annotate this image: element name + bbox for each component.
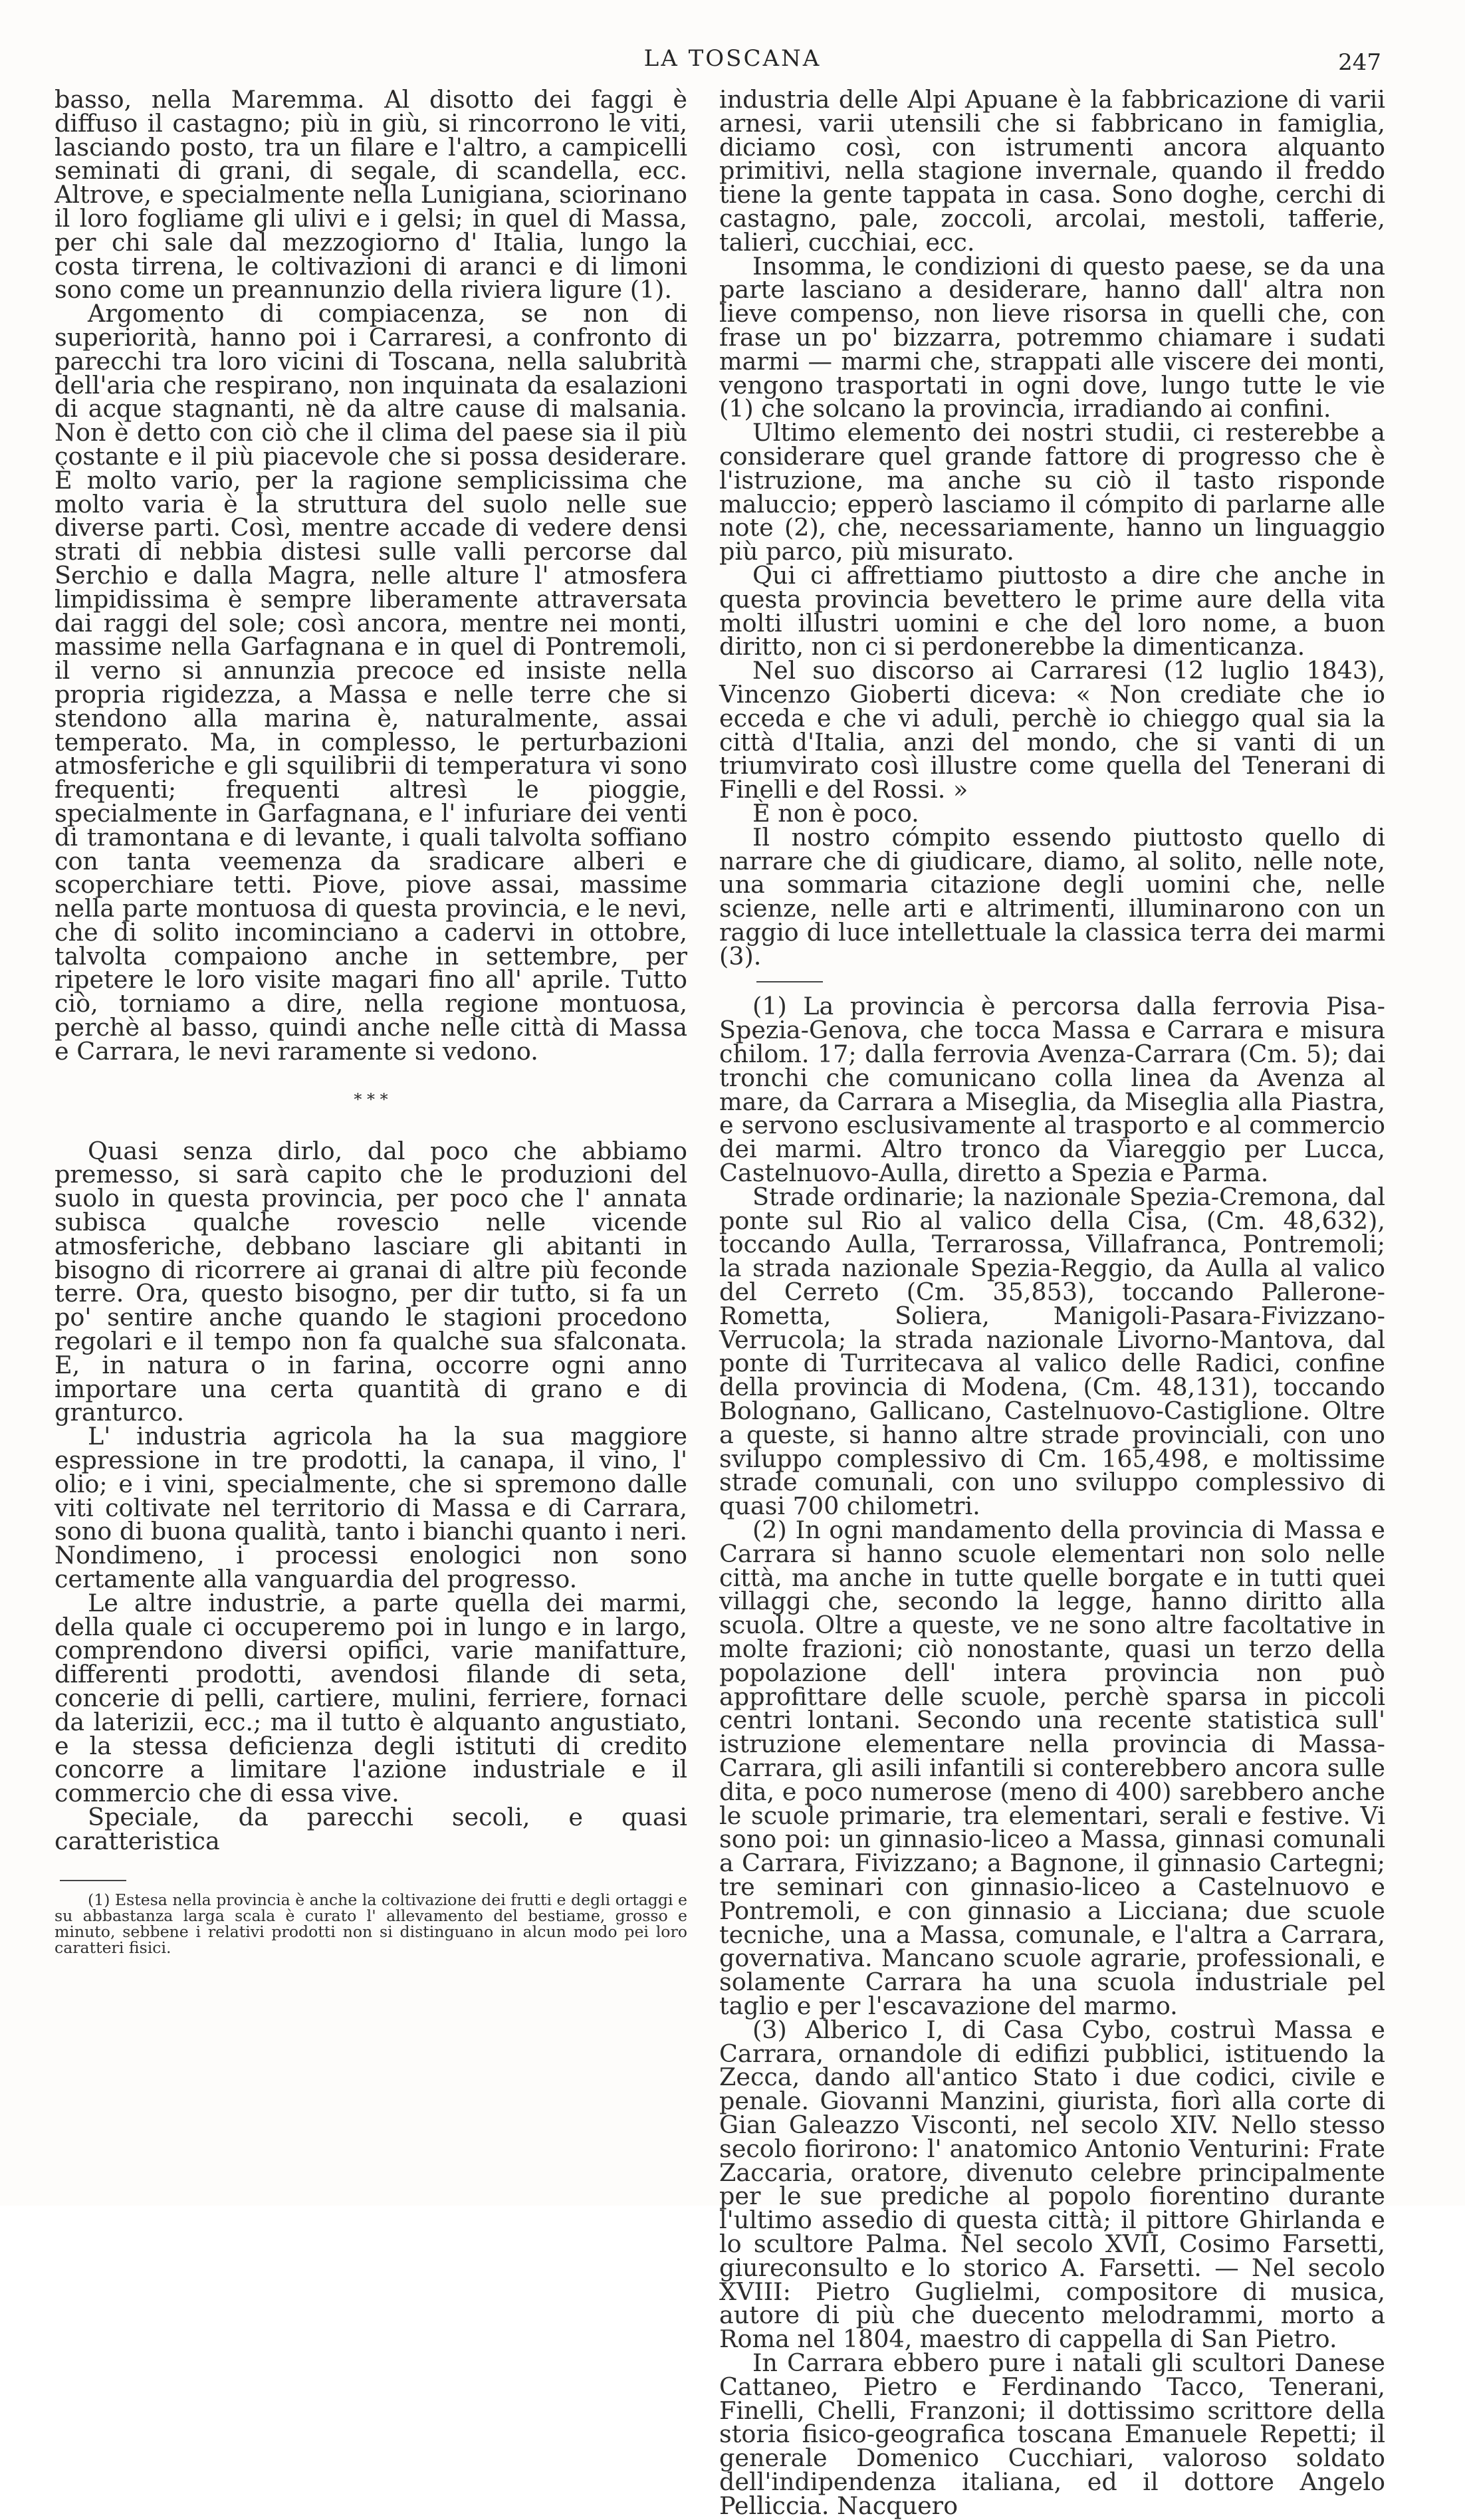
footnote: In Carrara ebbero pure i natali gli scultori Danese Cattaneo, Pietro e Ferdinando Tacco, Tenerani, Finelli, Chelli, Franzoni; il dottissimo scrittore della storia fisico-geografica toscana Emanuele Repetti; il generale Domenico Cucchiari, valoroso soldato dell'indipendenza italiana, ed il dottore Angelo Pelliccia. Nacquero	[719, 2348, 1385, 2520]
body-paragraph: Quasi senza dirlo, dal poco che abbiamo premesso, si sarà capito che le produzioni del suolo in questa provincia, per poco che l' annata subisca qualche rovescio nelle vicende atmosferiche, debbano lasciare gli abitanti in bisogno di ricorrere ai granai di altre più feconde terre. Ora, questo bisogno, per dir tutto, si fa un po' sentire anche quando le stagioni procedono regolari e il tempo non fa qualche sua sfalconata. E, in natura o in farina, occorre ogni anno importare una certa quantità di grano e di granturco.	[55, 1136, 687, 1427]
body-paragraph: Le altre industrie, a parte quella dei marmi, della quale ci occuperemo poi in lungo e in largo, comprendono diversi opifici, varie manifatture, differenti prodotti, avendosi filande di seta, concerie di pelli, cartiere, mulini, ferriere, fornaci da laterizii, ecc.; ma il tutto è alquanto angustiato, e la stessa deficienza degli istituti di credito concorre a limitare l'azione industriale e il commercio che di essa vive.	[55, 1588, 687, 1808]
right-column	[719, 85, 1385, 2520]
body-paragraph: Il nostro cómpito essendo piuttosto quello di narrare che di giudicare, diamo, al solito, nelle note, una sommaria citazione degli uomini che, nelle scienze, nelle arti e altrimenti, illuminarono con un raggio di luce intellettuale la classica terra dei marmi (3).	[719, 822, 1385, 971]
page-number: 247	[1338, 49, 1381, 76]
footnote-rule	[756, 981, 823, 982]
footnote: (2) In ogni mandamento della provincia di Massa e Carrara si hanno scuole elementari non solo nelle città, ma anche in tutte quelle borgate e in tutti quei villaggi che, secondo la legge, hanno diritto alla scuola. Oltre a queste, ve ne sono altre facoltative in molte frazioni; ciò nonostante, quasi un terzo della popolazione dell' intera provincia non può approfittare delle scuole, perchè sparsa in piccoli centri lontani. Secondo una recente statistica sull' istruzione elementare nella provincia di Massa-Carrara, gli asili infantili si conterebbero ancora sulle dita, e poco numerose (meno di 400) sarebbero anche le scuole primarie, tra elementari, serali e festive. Vi sono poi: un ginnasio-liceo a Massa, ginnasi comunali a Carrara, Fivizzano; a Bagnone, il ginnasio Cartegni; tre seminari con ginnasio-liceo a Castelnuovo e Pontremoli, e con ginnasio a Licciana; due scuole tecniche, una a Massa, comunale, e l'altra a Carrara, governativa. Mancano scuole agrarie, professionali, e solamente Carrara ha una scuola industriale pel taglio e per l'escavazione del marmo.	[719, 1516, 1385, 2020]
footnote: (1) La provincia è percorsa dalla ferrovia Pisa-Spezia-Genova, che tocca Massa e Carrara e misura chilom. 17; dalla ferrovia Avenza-Carrara (Cm. 5); dai tronchi che comunicano colla linea da Avenza al mare, da Carrara a Miseglia, da Miseglia alla Piastra, e servono esclusivamente al trasporto e al commercio dei marmi. Altro tronco da Viareggio per Lucca, Castelnuovo-Aulla, diretto a Spezia e Parma.	[719, 992, 1385, 1188]
body-paragraph: L' industria agricola ha la sua maggiore espressione in tre prodotti, la canapa, il vino, l' olio; e i vini, specialmente, che si spremono dalle viti coltivate nel territorio di Massa e di Carrara, sono di buona qualità, tanto i bianchi quanto i neri. Nondimeno, i processi enologici non sono certamente alla vanguardia del progresso.	[55, 1422, 687, 1594]
body-paragraph: Nel suo discorso ai Carraresi (12 luglio 1843), Vincenzo Gioberti diceva: « Non crediate che io ecceda e che vi aduli, perchè io chieggo qual sia la città d'Italia, anzi del mondo, che si vanti di un triumvirato così illustre come quella del Tenerani di Finelli e del Rossi. »	[719, 656, 1385, 804]
body-paragraph: È non è poco.	[752, 798, 919, 828]
body-paragraph: basso, nella Maremma. Al disotto dei faggi è diffuso il castagno; più in giù, si rincorrono le viti, lasciando posto, tra un filare e l'altro, a campicelli seminati di grani, di segale, di scandella, ecc. Altrove, e specialmente nella Lunigiana, sciorinano il loro fogliame gli ulivi e i gelsi; in quel di Massa, per chi sale dal mezzogiorno d' Italia, lungo la costa tirrena, le coltivazioni di aranci e di limoni sono come un preannunzio della riviera ligure (1).	[55, 85, 687, 304]
body-paragraph: Qui ci affrettiamo piuttosto a dire che anche in questa provincia bevettero le prime aure della vita molti illustri uomini e che del loro nome, a buon diritto, non ci si perdonerebbe la dimenticanza.	[719, 560, 1385, 661]
body-paragraph: Speciale, da parecchi secoli, e quasi caratteristica	[55, 1802, 687, 1855]
body-paragraph: Argomento di compiacenza, se non di superiorità, hanno poi i Carraresi, a confronto di parecchi tra loro vicini di Toscana, nella salubrità dell'aria che respirano, non inquinata da esalazioni di acque stagnanti, nè da altre cause di malsania. Non è detto con ciò che il clima del paese sia il più costante e il più piacevole che si possa desiderare. È molto vario, per la ragione semplicissima che molto varia è la struttura del suolo nelle sue diverse parti. Così, mentre accade di vedere densi strati di nebbia distesi sulle valli percorse dal Serchio e dalla Magra, nelle alture l' atmosfera limpidissima è sempre liberamente attraversata dai raggi del sole; così ancora, mentre nei monti, massime nella Garfagnana e in quel di Pontremoli, il verno si annunzia precoce ed insiste nella propria rigidezza, a Massa e nelle terre che si stendono alla marina è, naturalmente, assai temperato. Ma, in complesso, le perturbazioni atmosferiche e gli squilibrii di temperatura vi sono frequenti; frequenti altresì le pioggie, specialmente in Garfagnana, e l' infuriare dei venti di tramontana e di levante, i quali talvolta soffiano con tanta veemenza da sradicare alberi e scoperchiare tetti. Piove, piove assai, massime nella parte montuosa di questa provincia, e le nevi, che di solito incominciano a cadervi in ottobre, talvolta compaiono anche in settembre, per ripetere le loro visite magari fino all' aprile. Tutto ciò, torniamo a dire, nella regione montuosa, perchè al basso, quindi anche nelle città di Massa e Carrara, le nevi raramente si vedono.	[55, 299, 687, 1066]
section-break-stars: * * *	[354, 1089, 388, 1109]
footnote: Strade ordinarie; la nazionale Spezia-Cremona, dal ponte sul Rio al valico della Cisa, (Cm. 48,632), toccando Aulla, Terrarossa, Villafranca, Pontremoli; la strada nazionale Spezia-Reggio, da Aulla al valico del Cerreto (Cm. 35,853), toccando Pallerone-Rometta, Soliera, Manigoli-Pasara-Fivizzano-Verrucola; la strada nazionale Livorno-Mantova, dal ponte di Turritecava al valico delle Radici, confine della provincia di Modena, (Cm. 48,131), toccando Bolognano, Gallicano, Castelnuovo-Castiglione. Oltre a queste, si hanno altre strade provinciali, con uno sviluppo complessivo di Cm. 165,498, e moltissime strade comunali, con uno sviluppo complessivo di quasi 700 chilometri.	[719, 1182, 1385, 1521]
running-header-title: LA TOSCANA	[643, 45, 822, 72]
footnote: (1) Estesa nella provincia è anche la coltivazione dei frutti e degli ortaggi e su abbastanza larga scala è curato l' allevamento del bestiame, grosso e minuto, sebbene i relativi prodotti non si distinguano in alcun modo pei loro caratteri fisici.	[55, 1890, 687, 1957]
footnote-rule	[60, 1880, 126, 1881]
left-column	[55, 85, 687, 1957]
footnote: (3) Alberico I, di Casa Cybo, costruì Massa e Carrara, ornandole di edifizi pubblici, istituendo la Zecca, dando all'antico Stato i due codici, civile e penale. Giovanni Manzini, giurista, fiorì alla corte di Gian Galeazzo Visconti, nel secolo XIV. Nello stesso secolo fiorirono: l' anatomico Antonio Venturini: Frate Zaccaria, oratore, divenuto celebre principalmente per le sue prediche al popolo fiorentino durante l'ultimo assedio di questa città; il pittore Ghirlanda e lo scultore Palma. Nel secolo XVII, Cosimo Farsetti, giureconsulto e lo storico A. Farsetti. — Nel secolo XVIII: Pietro Guglielmi, compositore di musica, autore di più che duecento melodrammi, morto a Roma nel 1804, maestro di cappella di San Pietro.	[719, 2015, 1385, 2354]
body-paragraph: Ultimo elemento dei nostri studii, ci resterebbe a considerare quel grande fattore di progresso che è l'istruzione, ma anche su ciò il tasto risponde maluccio; epperò lasciamo il cómpito di parlarne alle note (2), che, necessariamente, hanno un linguaggio più parco, più misurato.	[719, 418, 1385, 566]
body-paragraph: industria delle Alpi Apuane è la fabbricazione di varii arnesi, varii utensili che si fabbricano in famiglia, diciamo così, con istrumenti ancora alquanto primitivi, nella stagione invernale, quando il freddo tiene la gente tappata in casa. Sono doghe, cerchi di castagno, pale, zoccoli, arcolai, mestoli, tafferie, talieri, cucchiai, ecc.	[719, 85, 1385, 257]
body-paragraph: Insomma, le condizioni di questo paese, se da una parte lasciano a desiderare, hanno dall' altra non lieve compenso, non lieve risorsa in quelli che, con frase un po' bizzarra, potremmo chiamare i sudati marmi — marmi che, strappati alle viscere dei monti, vengono trasportati in ogni dove, lungo tutte le vie (1) che solcano la provincia, irradiando ai confini.	[719, 251, 1385, 423]
